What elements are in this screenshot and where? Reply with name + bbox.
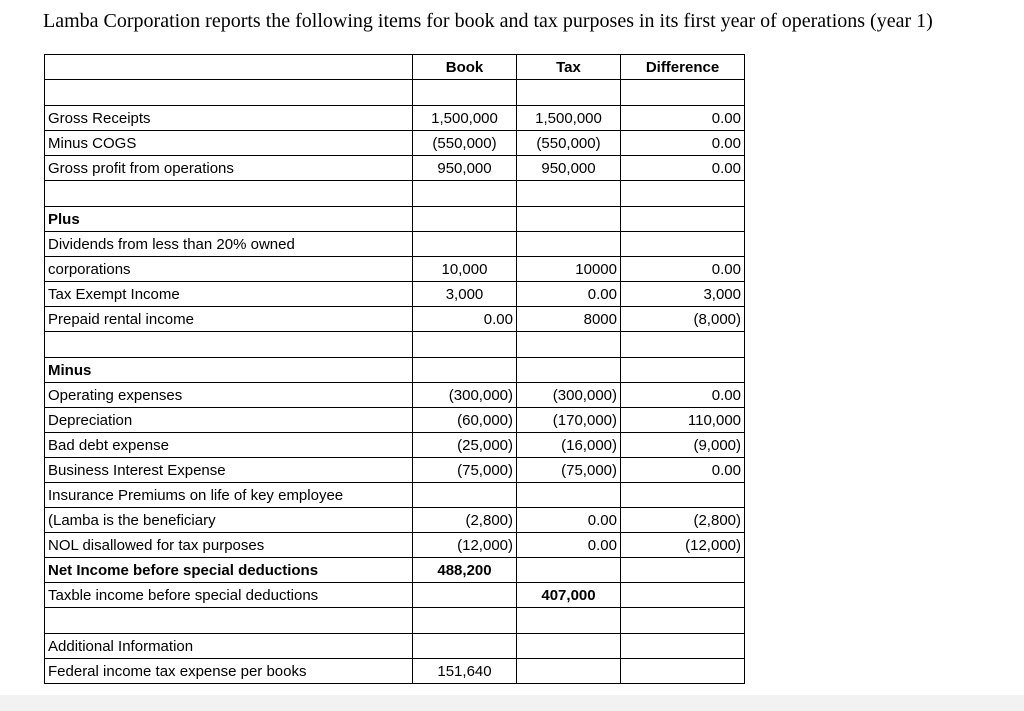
row-label: Minus COGS [45,131,413,156]
table-row [45,659,745,684]
book-value: (300,000) [413,383,517,408]
table-row [45,282,745,307]
book-value: 0.00 [413,307,517,332]
header-book: Book [413,55,517,80]
empty-cell [621,181,745,207]
difference-value: (12,000) [621,533,745,558]
table-row [45,634,745,659]
empty-cell [621,659,745,684]
empty-cell [517,332,621,358]
row-label: Depreciation [45,408,413,433]
row-label: Additional Information [45,634,413,659]
row-label: Insurance Premiums on life of key employee [45,483,413,508]
empty-cell [621,358,745,383]
empty-cell [517,634,621,659]
net-income-row [45,558,745,583]
empty-cell [517,80,621,106]
book-value: (25,000) [413,433,517,458]
empty-cell [413,583,517,608]
tax-value: (16,000) [517,433,621,458]
row-label: Operating expenses [45,383,413,408]
spacer-row [45,332,745,358]
book-value: 3,000 [413,282,517,307]
row-label: (Lamba is the beneficiary [45,508,413,533]
row-label: Federal income tax expense per books [45,659,413,684]
section-label-plus: Plus [45,207,413,232]
table-row [45,257,745,282]
empty-cell [621,207,745,232]
empty-cell [45,80,413,106]
difference-value: 0.00 [621,458,745,483]
difference-value: 0.00 [621,156,745,181]
row-label: NOL disallowed for tax purposes [45,533,413,558]
empty-cell [517,232,621,257]
difference-value: 3,000 [621,282,745,307]
difference-value: 0.00 [621,383,745,408]
table-row [45,131,745,156]
row-label: corporations [45,257,413,282]
header-row [45,55,745,80]
row-label: Tax Exempt Income [45,282,413,307]
tax-value: 0.00 [517,533,621,558]
book-value: (60,000) [413,408,517,433]
taxable-income-row [45,583,745,608]
difference-value: 0.00 [621,131,745,156]
table-row [45,458,745,483]
empty-cell [621,80,745,106]
empty-cell [413,80,517,106]
table-row [45,106,745,131]
table-row [45,508,745,533]
book-value: 488,200 [413,558,517,583]
difference-value: (9,000) [621,433,745,458]
book-value: (75,000) [413,458,517,483]
empty-cell [517,608,621,634]
empty-cell [45,181,413,207]
header-difference: Difference [621,55,745,80]
table-row [45,483,745,508]
book-value: 950,000 [413,156,517,181]
row-label: Prepaid rental income [45,307,413,332]
table-row [45,156,745,181]
spacer-row [45,181,745,207]
tax-value: 950,000 [517,156,621,181]
empty-cell [517,358,621,383]
empty-cell [517,558,621,583]
spacer-row [45,80,745,106]
table-row [45,232,745,257]
tax-value: 0.00 [517,282,621,307]
empty-cell [517,207,621,232]
tax-value: 10000 [517,257,621,282]
difference-value: (8,000) [621,307,745,332]
tax-value: 8000 [517,307,621,332]
difference-value: 0.00 [621,106,745,131]
header-label-cell [45,55,413,80]
book-value: (2,800) [413,508,517,533]
section-row-minus [45,358,745,383]
tax-value: 0.00 [517,508,621,533]
empty-cell [413,332,517,358]
row-label: Gross Receipts [45,106,413,131]
empty-cell [621,608,745,634]
empty-cell [621,483,745,508]
table-row [45,383,745,408]
empty-cell [517,181,621,207]
empty-cell [45,608,413,634]
section-row-plus [45,207,745,232]
difference-value: 110,000 [621,408,745,433]
tax-value: (300,000) [517,383,621,408]
empty-cell [413,634,517,659]
table-row [45,307,745,332]
tax-value: 1,500,000 [517,106,621,131]
section-label-minus: Minus [45,358,413,383]
row-label: Dividends from less than 20% owned [45,232,413,257]
empty-cell [517,483,621,508]
empty-cell [517,659,621,684]
row-label: Bad debt expense [45,433,413,458]
book-value: (550,000) [413,131,517,156]
empty-cell [621,332,745,358]
spacer-row [45,608,745,634]
empty-cell [413,232,517,257]
book-value: (12,000) [413,533,517,558]
row-label: Taxble income before special deductions [45,583,413,608]
difference-value: 0.00 [621,257,745,282]
row-label: Business Interest Expense [45,458,413,483]
table-row [45,433,745,458]
empty-cell [621,232,745,257]
empty-cell [413,207,517,232]
difference-value: (2,800) [621,508,745,533]
row-label: Net Income before special deductions [45,558,413,583]
empty-cell [413,181,517,207]
empty-cell [621,558,745,583]
tax-value: (550,000) [517,131,621,156]
tax-value: (75,000) [517,458,621,483]
header-tax: Tax [517,55,621,80]
empty-cell [621,634,745,659]
empty-cell [413,608,517,634]
tax-value: (170,000) [517,408,621,433]
table-row [45,533,745,558]
table-row [45,408,745,433]
book-value: 151,640 [413,659,517,684]
page-title: Lamba Corporation reports the following items for book and tax purposes in its first year of operations (year 1) [43,10,933,32]
book-tax-table [44,54,745,684]
book-value: 10,000 [413,257,517,282]
row-label: Gross profit from operations [45,156,413,181]
tax-value: 407,000 [517,583,621,608]
bottom-bar [0,695,1024,711]
empty-cell [45,332,413,358]
book-value: 1,500,000 [413,106,517,131]
empty-cell [413,483,517,508]
empty-cell [413,358,517,383]
empty-cell [621,583,745,608]
